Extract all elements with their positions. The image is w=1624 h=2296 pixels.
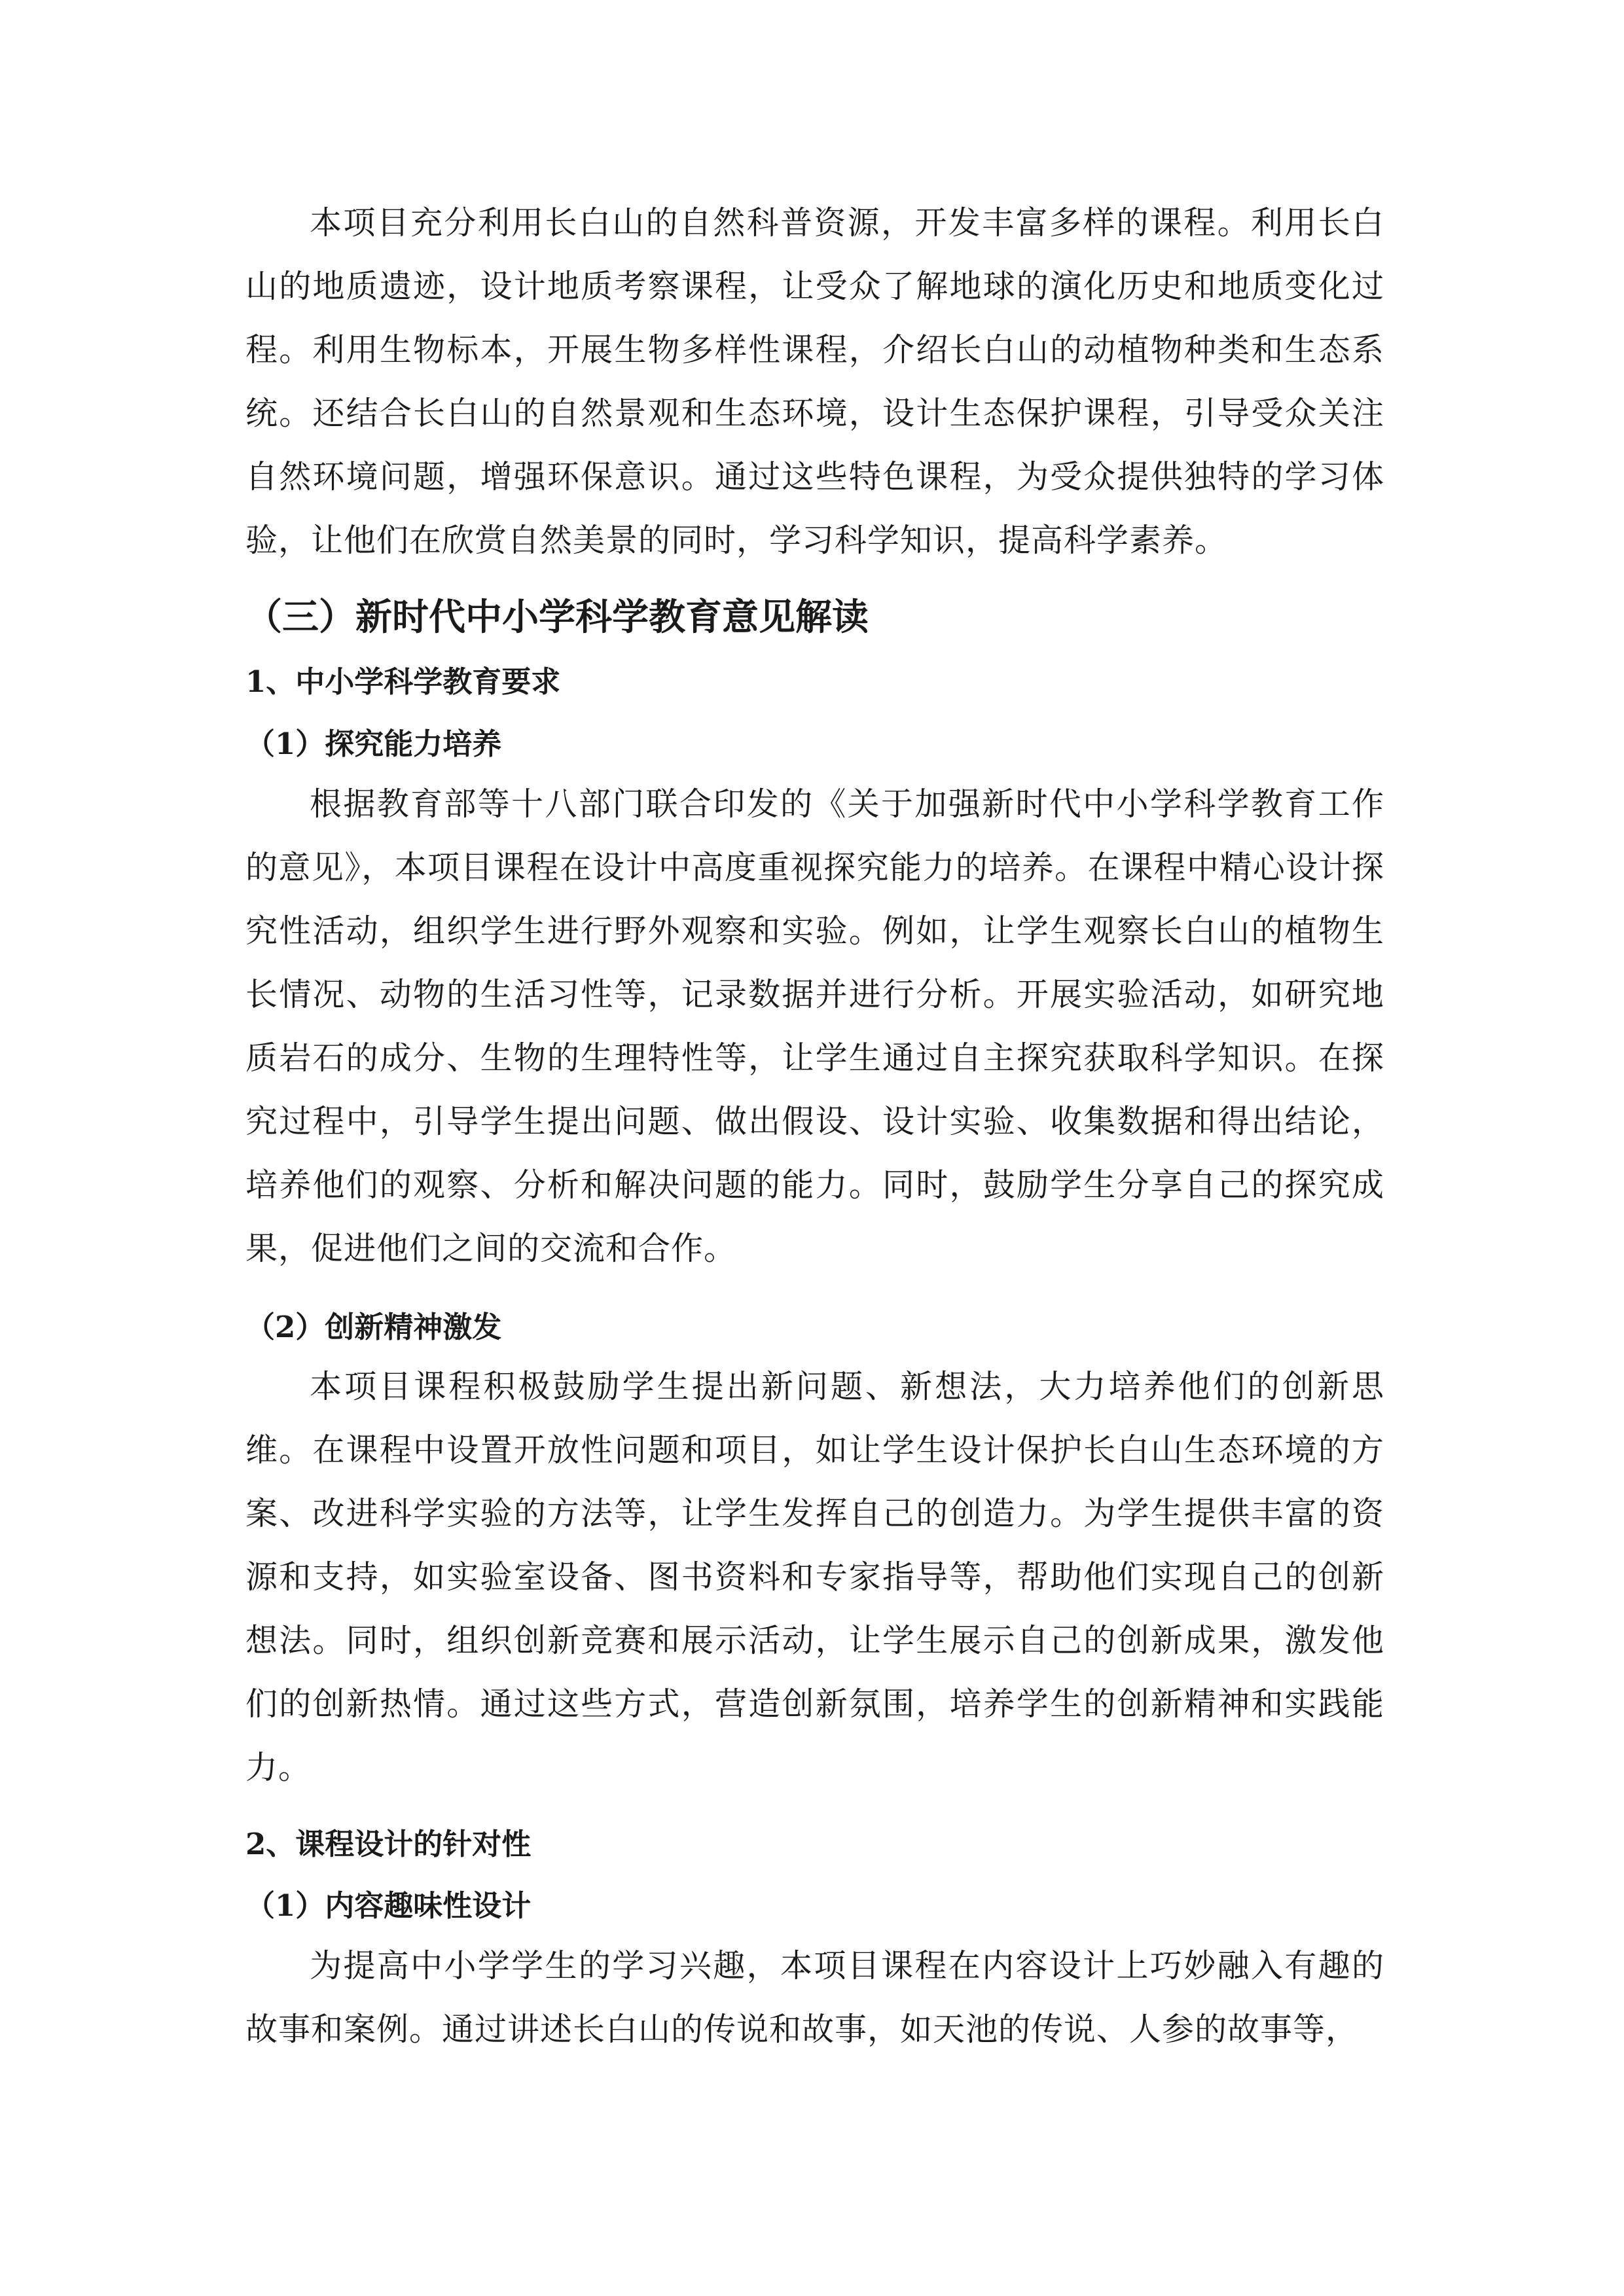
paragraph-inquiry-ability: 根据教育部等十八部门联合印发的《关于加强新时代中小学科学教育工作的意见》，本项目课程在设计中高度重视探究能力的培养。在课程中精心设计探究性活动，组织学生进行野外观察和实验。例如，让学生观察长白山的植物生长情况、动物的生活习性等，记录数据并进行分析。开展实验活动，如研究地质岩石的成分、生物的生理特性等，让学生通过自主探究获取科学知识。在探究过程中，引导学生提出问题、做出假设、设计实验、收集数据和得出结论，培养他们的观察、分析和解决问题的能力。同时，鼓励学生分享自己的探究成果，促进他们之间的交流和合作。	[245, 785, 1384, 1267]
subheading-1: 1、中小学科学教育要求	[245, 664, 561, 699]
subheading-1-2: （2）创新精神激发	[245, 1310, 502, 1344]
subheading-1-1: （1）探究能力培养	[245, 726, 502, 761]
subheading-2: 2、课程设计的针对性	[245, 1827, 532, 1861]
section-heading-3: （三）新时代中小学科学教育意见解读	[245, 596, 869, 639]
paragraph-course-resources: 本项目充分利用长白山的自然科普资源，开发丰富多样的课程。利用长白山的地质遗迹，设计地质考察课程，让受众了解地球的演化历史和地质变化过程。利用生物标本，开展生物多样性课程，介绍长白山的动植物种类和生态系统。还结合长白山的自然景观和生态环境，设计生态保护课程，引导受众关注自然环境问题，增强环保意识。通过这些特色课程，为受众提供独特的学习体验，让他们在欣赏自然美景的同时，学习科学知识，提高科学素养。	[245, 204, 1384, 559]
paragraph-innovation-spirit: 本项目课程积极鼓励学生提出新问题、新想法，大力培养他们的创新思维。在课程中设置开放性问题和项目，如让学生设计保护长白山生态环境的方案、改进科学实验的方法等，让学生发挥自己的创造力。为学生提供丰富的资源和支持，如实验室设备、图书资料和专家指导等，帮助他们实现自己的创新想法。同时，组织创新竞赛和展示活动，让学生展示自己的创新成果，激发他们的创新热情。通过这些方式，营造创新氛围，培养学生的创新精神和实践能力。	[245, 1368, 1384, 1786]
subheading-2-1: （1）内容趣味性设计	[245, 1888, 532, 1923]
paragraph-content-interest: 为提高中小学学生的学习兴趣，本项目课程在内容设计上巧妙融入有趣的故事和案例。通过讲述长白山的传说和故事，如天池的传说、人参的故事等，	[245, 1947, 1384, 2048]
